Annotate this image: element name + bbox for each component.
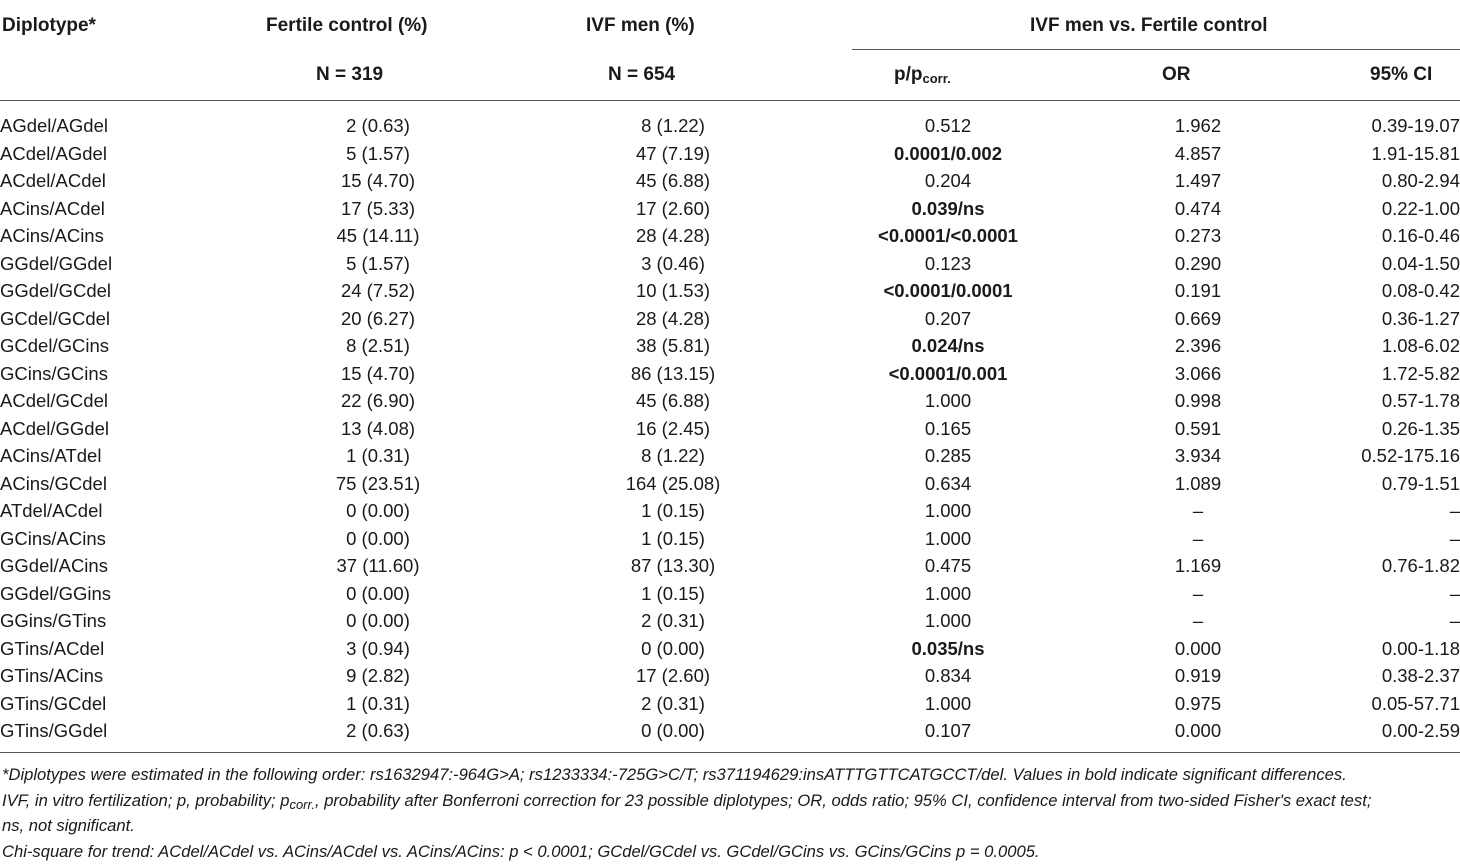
ivf-cell: 17 (2.60) [528, 662, 818, 690]
fertile-cell: 17 (5.33) [228, 195, 528, 223]
ci-cell: 0.16-0.46 [1318, 222, 1460, 250]
p-value-cell: 1.000 [818, 607, 1078, 635]
or-cell: 0.273 [1078, 222, 1318, 250]
ivf-cell: 45 (6.88) [528, 167, 818, 195]
table-row [0, 580, 1460, 608]
p-value-cell: 1.000 [818, 497, 1078, 525]
table-row [0, 360, 1460, 388]
ivf-cell: 28 (4.28) [528, 222, 818, 250]
header-ci: 95% CI [1370, 64, 1432, 86]
ivf-cell: 164 (25.08) [528, 470, 818, 498]
or-cell: 0.000 [1078, 717, 1318, 745]
header-p-value [894, 64, 951, 86]
or-cell: 0.000 [1078, 635, 1318, 663]
diplotype-cell: ACins/ACdel [0, 195, 228, 223]
or-cell: 3.066 [1078, 360, 1318, 388]
ivf-cell: 8 (1.22) [528, 112, 818, 140]
header-comparison-group: IVF men vs. Fertile control [1030, 15, 1268, 37]
ivf-cell: 17 (2.60) [528, 195, 818, 223]
footnote-line-2a: IVF, in vitro fertilization; p, probability; p [2, 791, 289, 810]
p-label: p/p [894, 64, 923, 85]
footnote-trend: Chi-square for trend: ACdel/ACdel vs. ACins/ACdel vs. ACins/ACins: p < 0.0001; GCdel/GCdel vs. GCdel/GCins vs. GCins/GCins p = 0.0005. [2, 839, 1458, 864]
diplotype-cell: ACdel/AGdel [0, 140, 228, 168]
table-row [0, 387, 1460, 415]
ci-cell: 0.38-2.37 [1318, 662, 1460, 690]
or-cell: 4.857 [1078, 140, 1318, 168]
group-divider [852, 49, 1460, 50]
p-value-cell: 1.000 [818, 525, 1078, 553]
diplotype-cell: AGdel/AGdel [0, 112, 228, 140]
table-row [0, 635, 1460, 663]
table-row [0, 442, 1460, 470]
ci-cell: 0.76-1.82 [1318, 552, 1460, 580]
ivf-cell: 1 (0.15) [528, 525, 818, 553]
table-row [0, 112, 1460, 140]
diplotype-cell: GTins/ACins [0, 662, 228, 690]
header-diplotype: Diplotype* [2, 15, 96, 37]
ivf-cell: 86 (13.15) [528, 360, 818, 388]
or-cell: – [1078, 580, 1318, 608]
p-value-cell: 0.512 [818, 112, 1078, 140]
fertile-cell: 15 (4.70) [228, 167, 528, 195]
footnote-line-2b: , probability after Bonferroni correction for 23 possible diplotypes; OR, odds ratio; 95% CI, confidence interval from two-sided Fisher's exact test; [315, 791, 1371, 810]
or-cell: 2.396 [1078, 332, 1318, 360]
table-row [0, 525, 1460, 553]
table-row [0, 222, 1460, 250]
ivf-cell: 2 (0.31) [528, 690, 818, 718]
footnote-line-3: ns, not significant. [2, 813, 1458, 839]
diplotype-cell: ACdel/GCdel [0, 387, 228, 415]
ivf-cell: 28 (4.28) [528, 305, 818, 333]
fertile-cell: 0 (0.00) [228, 525, 528, 553]
ci-cell: – [1318, 580, 1460, 608]
diplotype-cell: GTins/GCdel [0, 690, 228, 718]
or-cell: 0.191 [1078, 277, 1318, 305]
fertile-cell: 37 (11.60) [228, 552, 528, 580]
p-value-cell: 0.107 [818, 717, 1078, 745]
table-row [0, 690, 1460, 718]
header-n-fertile: N = 319 [316, 64, 383, 86]
fertile-cell: 8 (2.51) [228, 332, 528, 360]
p-value-cell: 1.000 [818, 690, 1078, 718]
fertile-cell: 13 (4.08) [228, 415, 528, 443]
p-value-cell: <0.0001/0.0001 [818, 277, 1078, 305]
header-fertile-control: Fertile control (%) [266, 15, 428, 37]
table-body [0, 112, 1460, 745]
fertile-cell: 0 (0.00) [228, 580, 528, 608]
diplotype-cell: GCins/ACins [0, 525, 228, 553]
table-row [0, 662, 1460, 690]
ci-cell: 0.79-1.51 [1318, 470, 1460, 498]
diplotype-cell: ATdel/ACdel [0, 497, 228, 525]
or-cell: – [1078, 497, 1318, 525]
fertile-cell: 5 (1.57) [228, 250, 528, 278]
ivf-cell: 3 (0.46) [528, 250, 818, 278]
table-row [0, 552, 1460, 580]
ivf-cell: 47 (7.19) [528, 140, 818, 168]
fertile-cell: 2 (0.63) [228, 717, 528, 745]
fertile-cell: 2 (0.63) [228, 112, 528, 140]
or-cell: 0.998 [1078, 387, 1318, 415]
p-value-cell: 0.285 [818, 442, 1078, 470]
table-row [0, 195, 1460, 223]
p-value-cell: 1.000 [818, 387, 1078, 415]
footnote-line-1: *Diplotypes were estimated in the following order: rs1632947:-964G>A; rs1233334:-725G>C/T; rs371194629:insATTTGTTCATGCCT/del. Values in bold indicate significant differences. [2, 762, 1458, 788]
diplotype-cell: ACins/GCdel [0, 470, 228, 498]
ci-cell: 0.80-2.94 [1318, 167, 1460, 195]
footnote-line-2 [2, 788, 1458, 814]
diplotype-cell: GCins/GCins [0, 360, 228, 388]
diplotype-cell: ACdel/GGdel [0, 415, 228, 443]
fertile-cell: 45 (14.11) [228, 222, 528, 250]
p-value-cell: <0.0001/0.001 [818, 360, 1078, 388]
fertile-cell: 22 (6.90) [228, 387, 528, 415]
fertile-cell: 1 (0.31) [228, 442, 528, 470]
diplotype-cell: GGdel/ACins [0, 552, 228, 580]
ivf-cell: 45 (6.88) [528, 387, 818, 415]
or-cell: 1.089 [1078, 470, 1318, 498]
ci-cell: 1.08-6.02 [1318, 332, 1460, 360]
or-cell: – [1078, 525, 1318, 553]
or-cell: 1.169 [1078, 552, 1318, 580]
ci-cell: – [1318, 607, 1460, 635]
diplotype-cell: GGdel/GGdel [0, 250, 228, 278]
p-value-cell: 1.000 [818, 580, 1078, 608]
or-cell: 0.474 [1078, 195, 1318, 223]
ci-cell: – [1318, 497, 1460, 525]
p-value-cell: 0.039/ns [818, 195, 1078, 223]
table-row [0, 167, 1460, 195]
table-row [0, 305, 1460, 333]
table-row [0, 250, 1460, 278]
fertile-cell: 0 (0.00) [228, 497, 528, 525]
header-rule [0, 100, 1460, 101]
fertile-cell: 1 (0.31) [228, 690, 528, 718]
ivf-cell: 10 (1.53) [528, 277, 818, 305]
ci-cell: 0.05-57.71 [1318, 690, 1460, 718]
ci-cell: 0.57-1.78 [1318, 387, 1460, 415]
ivf-cell: 16 (2.45) [528, 415, 818, 443]
ivf-cell: 38 (5.81) [528, 332, 818, 360]
diplotype-cell: GCdel/GCins [0, 332, 228, 360]
ci-cell: 0.08-0.42 [1318, 277, 1460, 305]
p-value-cell: 0.024/ns [818, 332, 1078, 360]
header-ivf-men: IVF men (%) [586, 15, 695, 37]
fertile-cell: 75 (23.51) [228, 470, 528, 498]
ci-cell: 0.22-1.00 [1318, 195, 1460, 223]
table-row [0, 415, 1460, 443]
fertile-cell: 24 (7.52) [228, 277, 528, 305]
or-cell: 0.669 [1078, 305, 1318, 333]
diplotype-cell: ACdel/ACdel [0, 167, 228, 195]
or-cell: 0.975 [1078, 690, 1318, 718]
p-value-cell: 0.123 [818, 250, 1078, 278]
table-header [0, 0, 1460, 100]
diplotype-cell: ACins/ATdel [0, 442, 228, 470]
diplotype-cell: GTins/GGdel [0, 717, 228, 745]
or-cell: 0.591 [1078, 415, 1318, 443]
ivf-cell: 87 (13.30) [528, 552, 818, 580]
ci-cell: 0.00-2.59 [1318, 717, 1460, 745]
ivf-cell: 1 (0.15) [528, 580, 818, 608]
header-or: OR [1162, 64, 1191, 86]
table-row [0, 140, 1460, 168]
ci-cell: 0.04-1.50 [1318, 250, 1460, 278]
ci-cell: 0.36-1.27 [1318, 305, 1460, 333]
table-row [0, 717, 1460, 745]
header-n-ivf: N = 654 [608, 64, 675, 86]
table-row [0, 497, 1460, 525]
p-value-cell: 0.165 [818, 415, 1078, 443]
fertile-cell: 5 (1.57) [228, 140, 528, 168]
or-cell: 1.962 [1078, 112, 1318, 140]
fertile-cell: 3 (0.94) [228, 635, 528, 663]
p-sub: corr. [923, 71, 951, 86]
diplotype-cell: GGdel/GCdel [0, 277, 228, 305]
table-row [0, 607, 1460, 635]
bottom-rule [0, 752, 1460, 753]
ivf-cell: 1 (0.15) [528, 497, 818, 525]
p-value-cell: 0.0001/0.002 [818, 140, 1078, 168]
table-row [0, 470, 1460, 498]
table-row [0, 332, 1460, 360]
ci-cell: 0.52-175.16 [1318, 442, 1460, 470]
diplotype-cell: GTins/ACdel [0, 635, 228, 663]
p-value-cell: 0.634 [818, 470, 1078, 498]
ivf-cell: 0 (0.00) [528, 717, 818, 745]
fertile-cell: 9 (2.82) [228, 662, 528, 690]
ci-cell: 0.26-1.35 [1318, 415, 1460, 443]
or-cell: 0.290 [1078, 250, 1318, 278]
or-cell: – [1078, 607, 1318, 635]
fertile-cell: 0 (0.00) [228, 607, 528, 635]
p-value-cell: 0.035/ns [818, 635, 1078, 663]
diplotype-cell: ACins/ACins [0, 222, 228, 250]
diplotype-cell: GGdel/GGins [0, 580, 228, 608]
footnote-line-2-sub: corr. [289, 797, 315, 812]
p-value-cell: 0.207 [818, 305, 1078, 333]
ci-cell: 0.39-19.07 [1318, 112, 1460, 140]
diplotype-cell: GCdel/GCdel [0, 305, 228, 333]
ivf-cell: 8 (1.22) [528, 442, 818, 470]
or-cell: 1.497 [1078, 167, 1318, 195]
p-value-cell: 0.834 [818, 662, 1078, 690]
ivf-cell: 0 (0.00) [528, 635, 818, 663]
ci-cell: 1.91-15.81 [1318, 140, 1460, 168]
ci-cell: 1.72-5.82 [1318, 360, 1460, 388]
footnotes [2, 762, 1458, 864]
diplotype-table [0, 0, 1460, 100]
ivf-cell: 2 (0.31) [528, 607, 818, 635]
or-cell: 3.934 [1078, 442, 1318, 470]
ci-cell: 0.00-1.18 [1318, 635, 1460, 663]
diplotype-cell: GGins/GTins [0, 607, 228, 635]
fertile-cell: 15 (4.70) [228, 360, 528, 388]
p-value-cell: 0.204 [818, 167, 1078, 195]
fertile-cell: 20 (6.27) [228, 305, 528, 333]
p-value-cell: 0.475 [818, 552, 1078, 580]
or-cell: 0.919 [1078, 662, 1318, 690]
table-row [0, 277, 1460, 305]
p-value-cell: <0.0001/<0.0001 [818, 222, 1078, 250]
ci-cell: – [1318, 525, 1460, 553]
